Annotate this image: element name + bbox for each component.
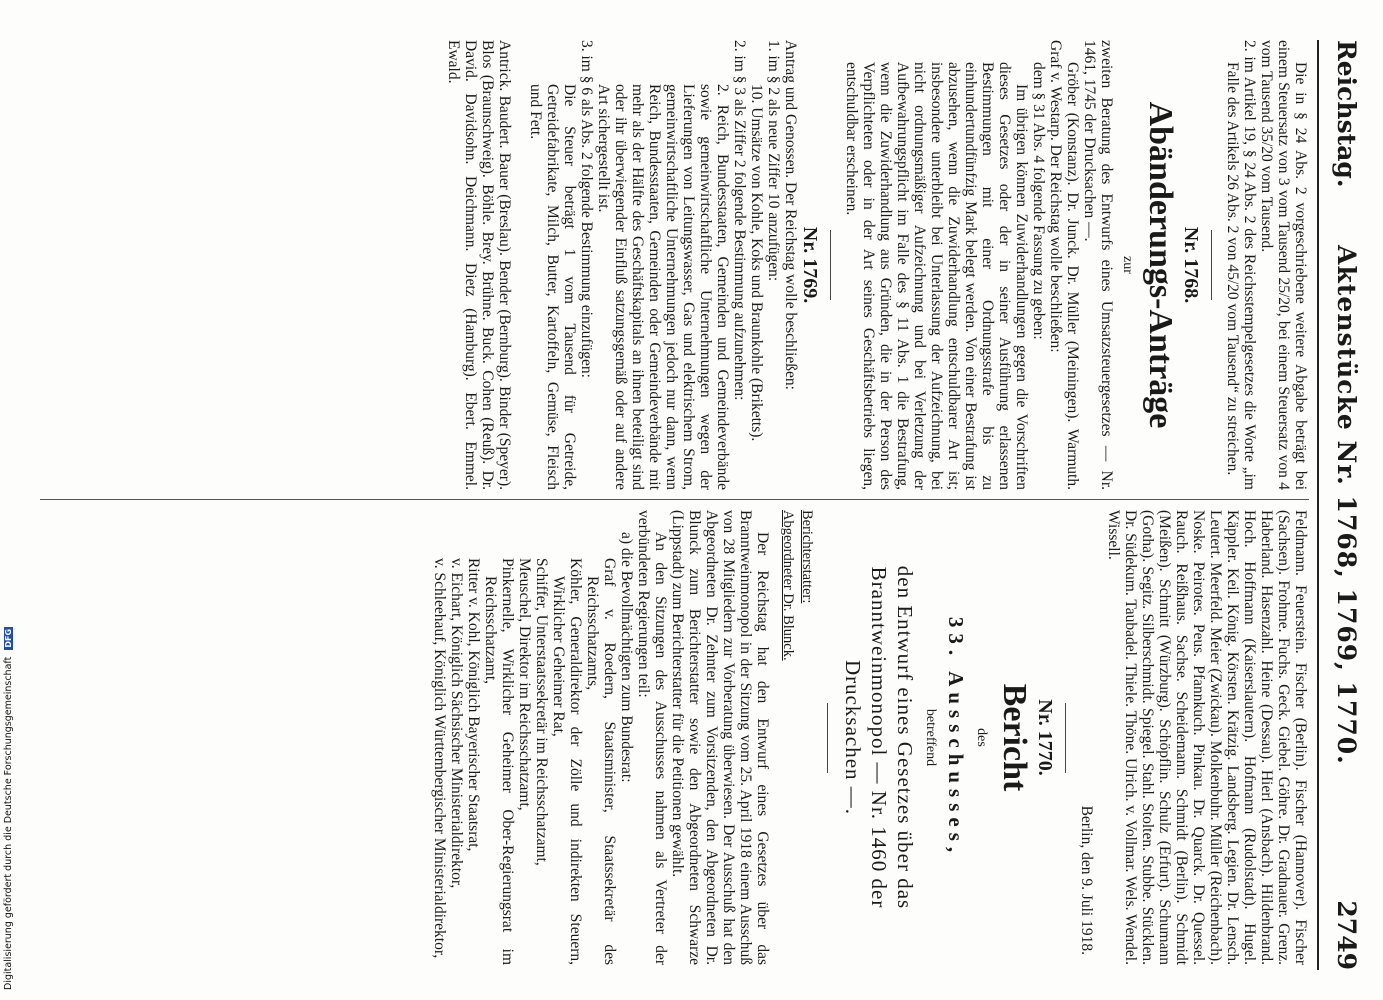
rapporteur-label: Berichterstatter: xyxy=(799,510,815,604)
list-subitem: 2. Reich, Bundesstaaten, Gemeinden und Gemeindeverbände sowie gemeinwirtschaftliche Unternehmungen wegen der Lieferungen von Leitungswasser, Gas und elektrischem Strom, gemeinwirtschaftliche Unternehmungen jedoch nur dann, wenn Reich, Bundesstaaten, Gemeinden oder Gemeindeverbände mit mehr als der Hälfte des Geschäftskapitals an ihnen beteiligt sind oder ihr überwiegender Einfluß satzungsgemäß oder auf andere Art sichergestellt ist. xyxy=(595,84,731,490)
paragraph: Der Reichstag hat den Entwurf eines Gesetzes über das Branntweinmonopol in der Sitzung vom 25. April 1918 einem Ausschuß von 28 Mitgliedern zur Vorberatung überwiesen. Der Ausschuß hat den Abgeordneten Dr. Zehnter zum Vorsitzenden, den Abgeordneten Dr. Blunck zum Berichterstatter sowie den Abgeordneten Schwarze (Lippstadt) zum Berichterstatter für die Petitionen gewählt. xyxy=(669,510,771,965)
separator xyxy=(1211,230,1212,300)
report-subject: den Entwurf eines Gesetzes über das Branntweinmonopol — Nr. 1460 der Drucksachen —. xyxy=(841,565,917,910)
header-title: Aktenstücke Nr. 1768, 1769, 1770. xyxy=(1332,245,1361,765)
list-subitem: v. Eichart, Königlich Sächsischer Ministerialdirektor, xyxy=(448,558,465,889)
list-subitem: Die Steuer beträgt 1 vom Tausend für Getreide, Getreidefabrikate, Milch, Butter, Kartoffeln, Gemüse, Fleisch und Fett. xyxy=(527,84,578,490)
list-item: a) die Bevollmächtigten zum Bundesrat: xyxy=(618,532,635,783)
header-left: Reichstag. xyxy=(1332,40,1361,188)
list-subitem: Ritter v. Kohl, Königlich Bayerischer Staatsrat, xyxy=(465,558,482,852)
document-number: Nr. 1770. xyxy=(1034,699,1056,776)
list-subitem: Meuschel, Direktor im Reichsschatzamt, xyxy=(516,558,533,811)
right-column xyxy=(20,510,1309,965)
rapporteur-name: Abgeordneter Dr. Blunck. xyxy=(780,510,796,661)
page-number: 2749 xyxy=(1332,900,1361,970)
document-title: Bericht xyxy=(996,683,1033,792)
document-number: Nr. 1768. xyxy=(1180,226,1202,304)
page-header xyxy=(1321,40,1361,970)
title-connector: des xyxy=(974,728,989,747)
list-subitem: Pinkernelle, Wirklicher Geheimer Ober-Regierungsrat im Reichsschatzamt, xyxy=(482,558,516,965)
separator xyxy=(830,230,831,300)
date-line: Berlin, den 9. Juli 1918. xyxy=(1078,805,1095,955)
list-item: 2. im § 3 als Ziffer 2 folgende Bestimmung aufzunehmen: xyxy=(731,40,748,401)
document-subtitle: zweiten Beratung des Entwurfs eines Umsatzsteuergesetzes — Nr. 1461, 1745 der Drucksachen —. xyxy=(1081,40,1115,490)
list-item: 3. im § 6 als Abs. 2 folgende Bestimmung einzufügen: xyxy=(578,40,595,378)
motion-intro: Antrag und Genossen. Der Reichstag wolle beschließen: xyxy=(782,40,799,390)
list-item: 2. im Artikel 19, § 24 Abs. 2 des Reichsstempelgesetzes die Worte „im Falle des Artikels 26 Abs. 2 von 45/20 vom Tausend“ zu streichen. xyxy=(1224,40,1258,490)
list-subitem: 10. Umsätze von Kohle, Koks und Braunkohle (Briketts). xyxy=(748,84,765,442)
committee-name: 33. Ausschusses, xyxy=(944,616,968,859)
separator xyxy=(827,703,828,773)
list-subitem: Schiffer, Unterstaatssekretär im Reichsschatzamt, xyxy=(533,558,550,866)
signatory-names: Antrick. Baudert. Bauer (Breslau). Bender (Bernburg). Binder (Speyer). Blos (Braunschweig). Böhle. Brey. Brühne. Buck. Cohen (Reuß). Dr. David. Davidsohn. Deichmann. Dietz (Hamburg). Ebert. Emmel. Ewald. xyxy=(445,40,513,490)
column-divider xyxy=(40,499,1309,500)
paragraph: Im übrigen können Zuwiderhandlungen gegen die Vorschriften dieses Gesetzes oder der in seiner Ausführung erlassenen Bestimmungen mit einer Ordnungsstrafe bis zu einhundertundfünfzig Mark belegt werden. Von einer Bestrafung ist abzusehen, wenn die Zuwiderhandlung entschuldbarer Art ist; insbesondere unterbleibt bei Unterlassung der Aufzeichnung, bei nicht ordnungsmäßiger Aufzeichnung und bei Verletzung der Aufbewahrungspflicht im Falle des § 11 Abs. 1 die Bestrafung, wenn die Zuwiderhandlung aus Gründen, die in der Person des Verpflichteten oder in der Art seines Geschäftsbetriebs liegen, entschuldbar erscheinen. xyxy=(843,62,1030,490)
motion-signers: Gröber (Konstanz). Dr. Junck. Dr. Müller (Meiningen). Warmuth. Graf v. Westarp. Der Reichstag wolle beschließen: xyxy=(1047,40,1081,490)
signatory-names: Feldmann. Feuerstein. Fischer (Berlin). Fischer (Hannover). Fischer (Sachsen). Frohme. Fuchs. Geck. Giebel. Göhre. Dr. Gradnauer. Grenz. Haberland. Hasenzahl. Heine (Dessau). Hierl (Ansbach). Hildenbrand. Hoch. Hoffmann (Kaiserslautern). Hofmann (Rudolstadt). Hugel. Käppler. Keil. König. Körsten. Krätzig. Landsberg. Legien. Dr. Lensch. Leutert. Meerfeld. Meier (Zwickau). Molkenbuhr. Müller (Reichenbach). Noske. Peirotes. Peus. Pfannkuch. Pinkau. Dr. Quarck. Dr. Quessel. Rauch. Reißhaus. Sachse. Scheidemann. Schmidt (Berlin). Schmidt (Meißen). Schmitt (Würzburg). Schöpflin. Schulz (Erfurt). Schumann (Gotha). Segitz. Silberschmidt. Spiegel. Stahl. Stolten. Stubbe. Stücklen. Dr. Südekum. Taubadel. Thiele. Thöne. Ulrich. v. Vollmar. Wels. Wendel. Wissell. xyxy=(1105,510,1309,965)
document-number: Nr. 1769. xyxy=(799,226,821,304)
credit-text: Digitalisierung gefördert durch die Deutsche Forschungsgemeinschaft xyxy=(3,656,14,990)
paragraph: An den Sitzungen des Ausschusses nahmen als Vertreter der verbündeten Regierungen teil: xyxy=(635,510,669,965)
left-column xyxy=(20,40,1309,490)
title-connector: zur xyxy=(1120,256,1135,274)
digitization-credit xyxy=(3,610,17,990)
list-subitem: Graf v. Roedern, Staatsminister, Staatssekretär des Reichsschatzamts, xyxy=(584,558,618,965)
list-subitem: Köhler, Generaldirektor der Zölle und indirekten Steuern, Wirklicher Geheimer Rat, xyxy=(550,558,584,965)
list-item: 1. im § 2 als neue Ziffer 10 anzufügen: xyxy=(765,40,782,282)
list-subitem: v. Schleehauf, Königlich Württembergischer Ministerialdirektor, xyxy=(431,558,448,959)
separator xyxy=(1065,703,1066,773)
dfg-logo: DFG xyxy=(4,628,13,648)
paragraph: Die in § 24 Abs. 2 vorgeschriebene weitere Abgabe beträgt bei einem Steuersatz von 3 vom Tausend 25/20, bei einem Steuersatz von 4 vom Tausend 35/20 vom Tausend. xyxy=(1258,40,1309,490)
header-rule xyxy=(1317,40,1319,970)
title-connector: betreffend xyxy=(923,708,938,767)
paragraph: dem § 31 Abs. 4 folgende Fassung zu geben: xyxy=(1030,62,1047,340)
document-title: Abänderungs-Anträge xyxy=(1142,101,1179,429)
